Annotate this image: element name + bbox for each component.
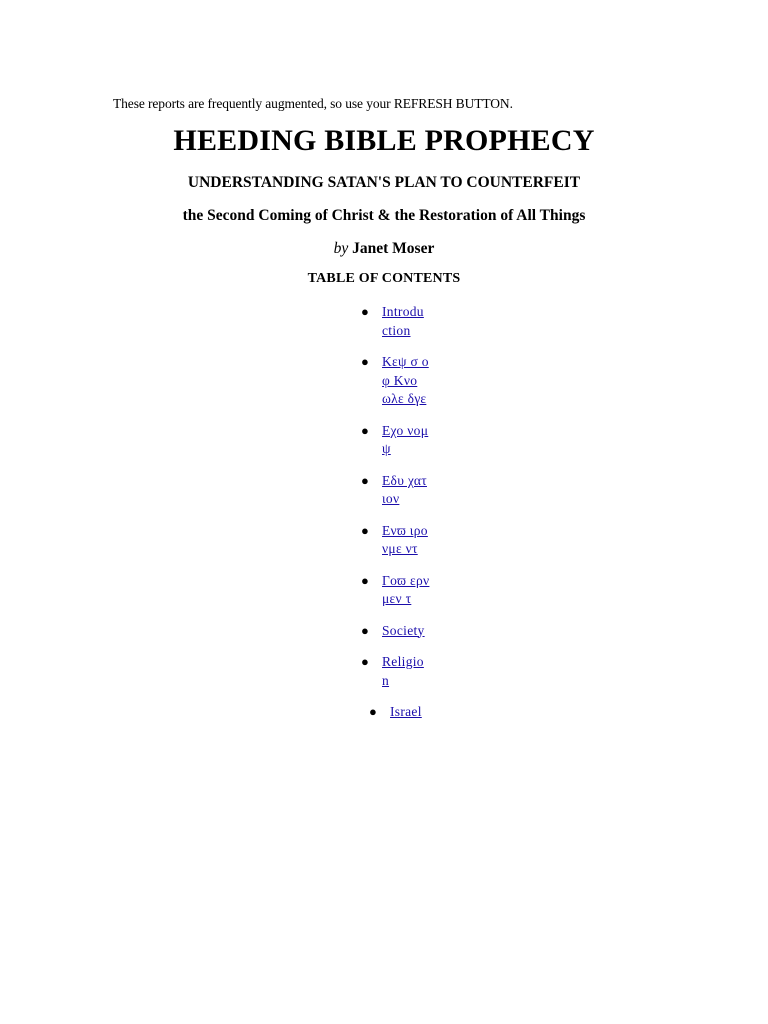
toc-link-environment[interactable]: Ενϖ ιρο νμε ντ bbox=[382, 522, 428, 556]
bullet-icon: ● bbox=[361, 654, 369, 669]
bullet-icon: ● bbox=[361, 472, 369, 488]
toc-link-introduction[interactable]: Introduction bbox=[382, 304, 424, 338]
toc-link-education[interactable]: Εδυ χατ ιον bbox=[382, 472, 427, 506]
bullet-icon: ● bbox=[369, 704, 377, 719]
toc-item bbox=[361, 622, 481, 641]
toc-item bbox=[361, 353, 481, 409]
toc-item bbox=[361, 572, 481, 609]
subtitle-line-1: UNDERSTANDING SATAN'S PLAN TO COUNTERFEIT bbox=[187, 174, 581, 191]
toc-heading: TABLE OF CONTENTS bbox=[307, 271, 461, 286]
toc-item bbox=[361, 472, 481, 509]
toc-link-religion[interactable]: Religion bbox=[382, 654, 424, 688]
toc-item bbox=[369, 703, 481, 722]
toc-link-israel[interactable]: Israel bbox=[390, 704, 422, 719]
bullet-icon: ● bbox=[361, 622, 369, 638]
toc-item bbox=[361, 653, 481, 690]
toc-link-keys-of-knowledge[interactable]: Κεψ σ οφ Κνο ωλε δγε bbox=[382, 354, 429, 406]
toc-item bbox=[361, 303, 481, 340]
author-name: Janet Moser bbox=[352, 240, 435, 257]
bullet-icon: ● bbox=[361, 304, 369, 319]
subtitle-line-2: the Second Coming of Christ & the Restoration of All Things bbox=[182, 207, 586, 224]
byline bbox=[0, 240, 768, 258]
toc-item bbox=[361, 422, 481, 459]
toc-link-government[interactable]: Γοϖ ερν μεν τ bbox=[382, 572, 430, 606]
bullet-icon: ● bbox=[361, 522, 369, 538]
refresh-notice: These reports are frequently augmented, so use your REFRESH BUTTON. bbox=[113, 96, 513, 111]
page-title: HEEDING BIBLE PROPHECY bbox=[173, 124, 595, 157]
bullet-icon: ● bbox=[361, 354, 369, 369]
toc-link-economy[interactable]: Εχο νομ ψ bbox=[382, 422, 429, 456]
bullet-icon: ● bbox=[361, 572, 369, 588]
toc-link-society[interactable]: Society bbox=[382, 622, 425, 638]
byline-prefix: by bbox=[333, 240, 349, 257]
toc-item bbox=[361, 522, 481, 559]
table-of-contents bbox=[361, 303, 481, 735]
bullet-icon: ● bbox=[361, 422, 369, 438]
